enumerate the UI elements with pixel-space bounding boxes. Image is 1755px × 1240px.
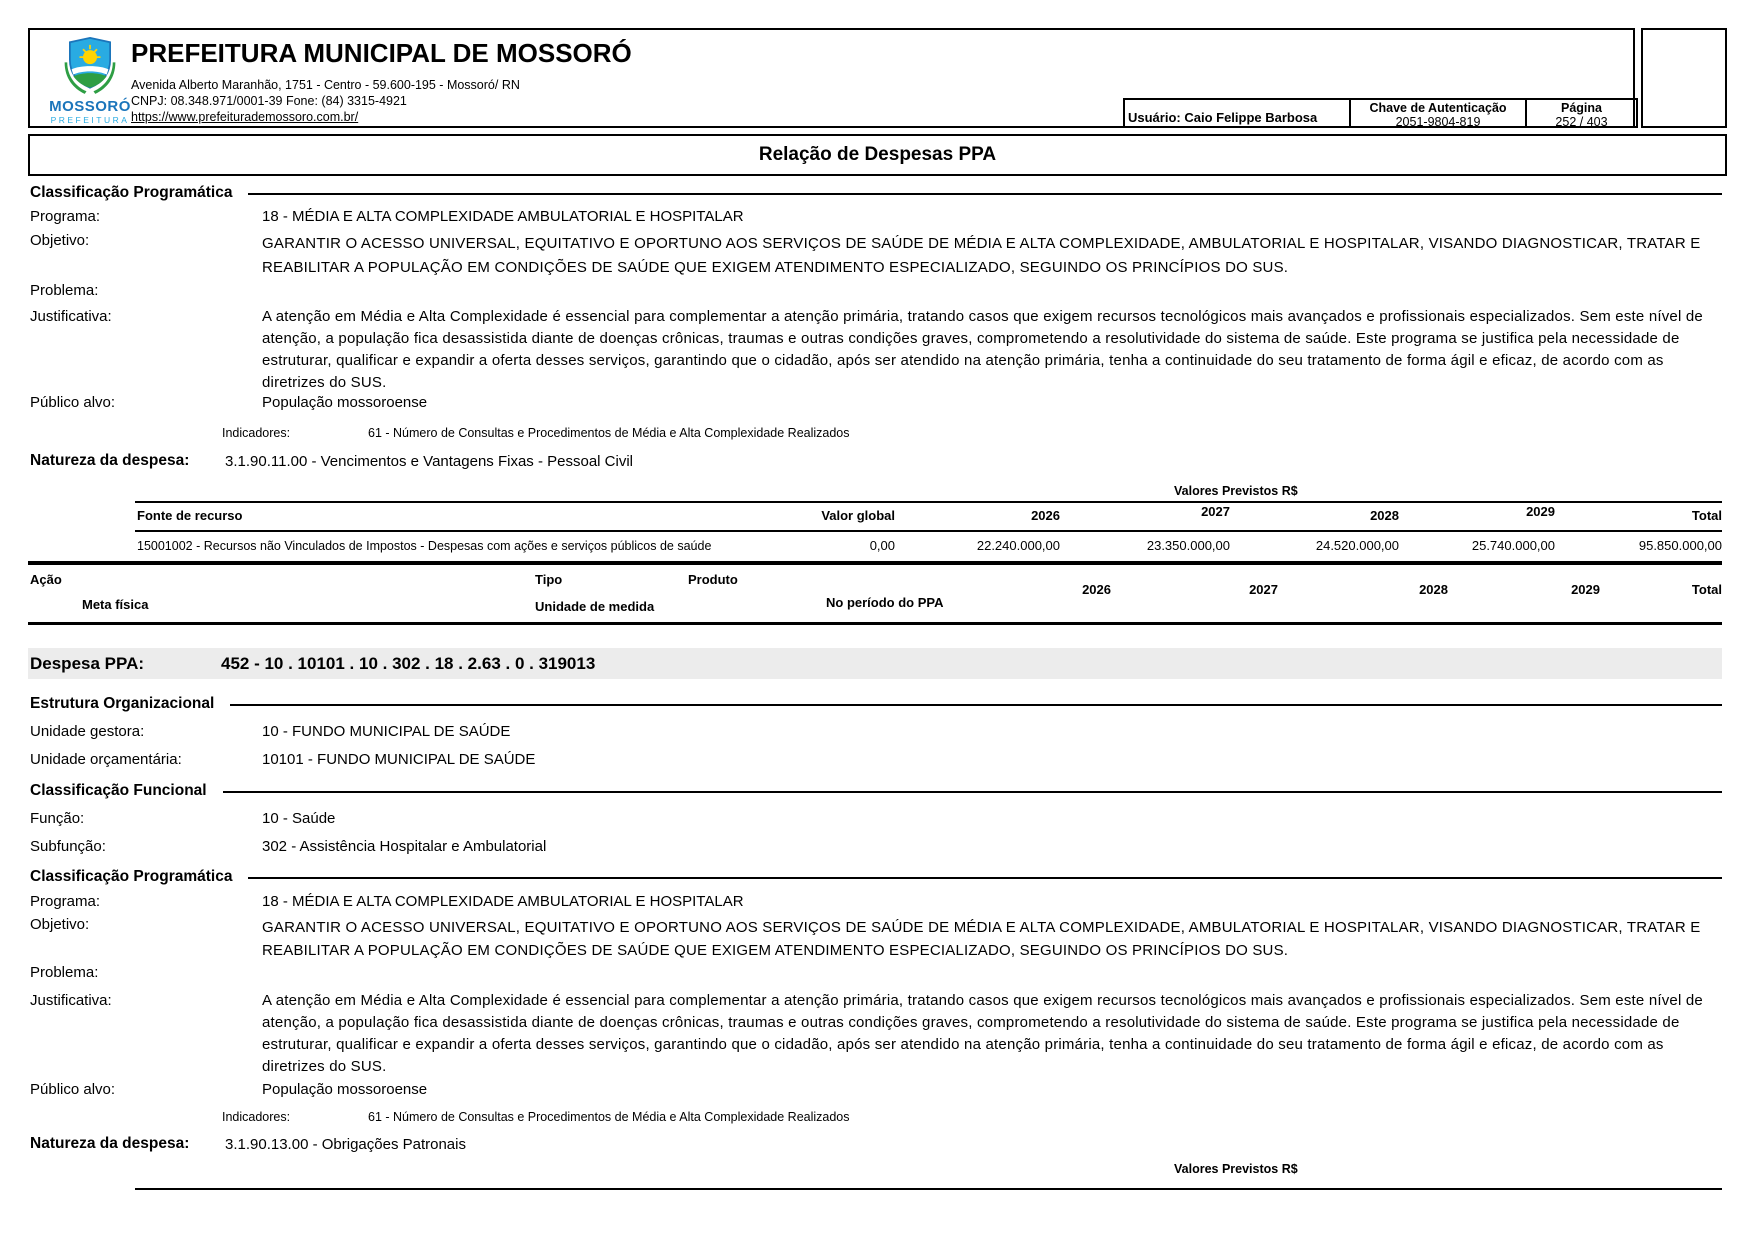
table2-line-top: [135, 1188, 1722, 1190]
section-classificacao-programatica: [30, 184, 1722, 202]
table-line-mid: [135, 530, 1722, 532]
valor-2027-cell: 23.350.000,00: [1146, 538, 1230, 553]
unidade-orcamentaria-value: 10101 - FUNDO MUNICIPAL DE SAÚDE: [262, 751, 536, 768]
col-fonte-recurso: Fonte de recurso: [137, 508, 243, 523]
publico-alvo-value: População mossoroense: [262, 1081, 428, 1098]
col-valor-global: Valor global: [821, 508, 895, 523]
objetivo-value: GARANTIR O ACESSO UNIVERSAL, EQUITATIVO E OPORTUNO AOS SERVIÇOS DE SAÚDE DE MÉDIA E ALTA COMPLEXIDADE, AMBULATORIAL E HOSPITALAR, VISANDO DIAGNOSTICAR, TRATAR E REABILITAR A POPULAÇÃO EM CONDIÇÕES DE SAÚDE QUE EXIGEM ATENDIMENTO ESPECIALIZADO, SEGUINDO OS PRINCÍPIOS DO SUS.: [262, 919, 1701, 959]
objetivo-label: Objetivo:: [30, 232, 90, 249]
objetivo-value: GARANTIR O ACESSO UNIVERSAL, EQUITATIVO E OPORTUNO AOS SERVIÇOS DE SAÚDE DE MÉDIA E ALTA COMPLEXIDADE, AMBULATORIAL E HOSPITALAR, VISANDO DIAGNOSTICAR, TRATAR E REABILITAR A POPULAÇÃO EM CONDIÇÕES DE SAÚDE QUE EXIGEM ATENDIMENTO ESPECIALIZADO, SEGUINDO OS PRINCÍPIOS DO SUS.: [262, 235, 1701, 276]
valor-2026-cell: 22.240.000,00: [976, 538, 1060, 553]
page-cell: [1527, 98, 1638, 128]
publico-alvo-label: Público alvo:: [30, 1081, 116, 1098]
org-cnpj-phone: CNPJ: 08.348.971/0001-39 Fone: (84) 3315-4921: [131, 94, 407, 108]
org-address: Avenida Alberto Maranhão, 1751 - Centro - 59.600-195 - Mossoró/ RN: [131, 78, 520, 92]
justificativa-label: Justificativa:: [30, 992, 112, 1009]
mossoro-logo: [36, 36, 144, 125]
unidade-gestora-value: 10 - FUNDO MUNICIPAL DE SAÚDE: [262, 723, 511, 740]
section-title: Classificação Programática: [30, 868, 233, 885]
objetivo-label: Objetivo:: [30, 916, 90, 933]
section-title: Classificação Funcional: [30, 782, 207, 799]
programa-value: 18 - MÉDIA E ALTA COMPLEXIDADE AMBULATORIAL E HOSPITALAR: [262, 208, 744, 225]
acao-col-total: Total: [1691, 582, 1722, 597]
acao-col-year-2028: 2028: [1419, 582, 1448, 597]
acao-col-year-2026: 2026: [1082, 582, 1111, 597]
col-year-2027: 2027: [1201, 504, 1230, 519]
unidade-orcamentaria-label: Unidade orçamentária:: [30, 751, 182, 768]
programa-value: 18 - MÉDIA E ALTA COMPLEXIDADE AMBULATORIAL E HOSPITALAR: [262, 893, 744, 910]
indicadores-label: Indicadores:: [222, 1110, 291, 1124]
section-classificacao-programatica-2: [30, 868, 1722, 886]
header-meta-strip: [1123, 98, 1638, 128]
despesa-ppa-bar: [28, 648, 1722, 679]
unidade-gestora-label: Unidade gestora:: [30, 723, 145, 740]
fonte-recurso-cell: 15001002 - Recursos não Vinculados de Impostos - Despesas com ações e serviços públicos de saúde: [137, 539, 712, 553]
logo-subtitle: PREFEITURA: [50, 115, 130, 125]
col-year-2026: 2026: [1031, 508, 1060, 523]
header-corner-box: [1641, 28, 1727, 128]
section-classificacao-funcional: [30, 782, 1722, 800]
justificativa-value: A atenção em Média e Alta Complexidade é essencial para complementar a atenção primária, tratando casos que exigem recursos tecnológicos mais avançados e profissionais especializados. Sem este nível de atenção, a população fica desassistida diante de doenças crônicas, traumas e outras condições graves, comprometendo a resolutividade do sistema de saúde. Este programa se justifica pela necessidade de estruturar, qualificar e expandir a oferta desses serviços, garantindo que o cidadão, após ser atendido na atenção primária, tenha a continuidade do seu tratamento de forma ágil e eficaz, de acordo com as diretrizes do SUS.: [262, 308, 1703, 391]
justificativa-label: Justificativa:: [30, 308, 112, 325]
page-label: Página: [1561, 101, 1602, 115]
user-cell: [1123, 98, 1351, 128]
table-line-top: [135, 501, 1722, 503]
col-acao: Ação: [30, 572, 62, 587]
programa-label: Programa:: [30, 893, 101, 910]
despesa-ppa-value: 452 - 10 . 10101 . 10 . 302 . 18 . 2.63 . 0 . 319013: [221, 653, 596, 673]
valor-global-cell: 0,00: [869, 538, 895, 553]
indicadores-label: Indicadores:: [222, 426, 291, 440]
user-name: Usuário: Caio Felippe Barbosa: [1128, 110, 1318, 125]
funcao-label: Função:: [30, 810, 85, 827]
col-produto: Produto: [688, 572, 738, 587]
auth-key-cell: [1351, 98, 1527, 128]
table-line-thick: [28, 561, 1722, 565]
valores-previstos-title: Valores Previstos R$: [1174, 484, 1298, 498]
section-rule: [248, 877, 1722, 879]
subfuncao-label: Subfunção:: [30, 838, 106, 855]
auth-key-value: 2051-9804-819: [1395, 115, 1481, 129]
valor-total-cell: 95.850.000,00: [1638, 538, 1722, 553]
acao-table-line-bottom: [28, 622, 1722, 625]
mossoro-crest-icon: [62, 36, 118, 94]
programa-label: Programa:: [30, 208, 101, 225]
col-total: Total: [1691, 508, 1722, 523]
publico-alvo-label: Público alvo:: [30, 394, 116, 411]
col-year-2028: 2028: [1370, 508, 1399, 523]
natureza-despesa-label: Natureza da despesa:: [30, 452, 190, 469]
publico-alvo-value: População mossoroense: [262, 394, 428, 411]
despesa-ppa-label: Despesa PPA:: [30, 653, 145, 673]
subfuncao-value: 302 - Assistência Hospitalar e Ambulatorial: [262, 838, 547, 855]
section-title: Classificação Programática: [30, 184, 233, 201]
acao-col-year-2027: 2027: [1249, 582, 1278, 597]
problema-label: Problema:: [30, 282, 99, 299]
problema-label: Problema:: [30, 964, 99, 981]
col-periodo-ppa: No período do PPA: [826, 595, 944, 610]
section-title: Estrutura Organizacional: [30, 695, 215, 712]
natureza-despesa-value: 3.1.90.11.00 - Vencimentos e Vantagens Fixas - Pessoal Civil: [225, 453, 633, 470]
col-meta-fisica: Meta física: [82, 597, 149, 612]
logo-wordmark: MOSSORÓ: [49, 98, 131, 115]
header-box: [28, 28, 1635, 128]
section-rule: [248, 193, 1722, 195]
page-number: 252 / 403: [1555, 115, 1608, 129]
valor-2028-cell: 24.520.000,00: [1315, 538, 1399, 553]
col-tipo: Tipo: [535, 572, 563, 587]
auth-key-label: Chave de Autenticação: [1369, 101, 1507, 115]
report-title: Relação de Despesas PPA: [758, 144, 997, 165]
section-rule: [230, 704, 1722, 706]
valor-2029-cell: 25.740.000,00: [1471, 538, 1555, 553]
acao-col-year-2029: 2029: [1571, 582, 1600, 597]
justificativa-value: A atenção em Média e Alta Complexidade é essencial para complementar a atenção primária, tratando casos que exigem recursos tecnológicos mais avançados e profissionais especializados. Sem este nível de atenção, a população fica desassistida diante de doenças crônicas, traumas e outras condições graves, comprometendo a resolutividade do sistema de saúde. Este programa se justifica pela necessidade de estruturar, qualificar e expandir a oferta desses serviços, garantindo que o cidadão, após ser atendido na atenção primária, tenha a continuidade do seu tratamento de forma ágil e eficaz, de acordo com as diretrizes do SUS.: [262, 992, 1703, 1075]
section-estrutura-organizacional: [30, 695, 1722, 713]
report-title-bar: [28, 134, 1727, 176]
natureza-despesa-label: Natureza da despesa:: [30, 1135, 190, 1152]
col-unidade-medida: Unidade de medida: [535, 599, 655, 614]
col-year-2029: 2029: [1526, 504, 1555, 519]
org-website-link[interactable]: https://www.prefeiturademossoro.com.br/: [131, 110, 359, 124]
funcao-value: 10 - Saúde: [262, 810, 336, 827]
indicadores-value: 61 - Número de Consultas e Procedimentos de Média e Alta Complexidade Realizados: [368, 426, 850, 440]
org-name: PREFEITURA MUNICIPAL DE MOSSORÓ: [131, 38, 632, 68]
natureza-despesa-value: 3.1.90.13.00 - Obrigações Patronais: [225, 1136, 466, 1153]
section-rule: [223, 791, 1722, 793]
indicadores-value: 61 - Número de Consultas e Procedimentos de Média e Alta Complexidade Realizados: [368, 1110, 850, 1124]
valores-previstos-title-2: Valores Previstos R$: [1174, 1162, 1298, 1176]
